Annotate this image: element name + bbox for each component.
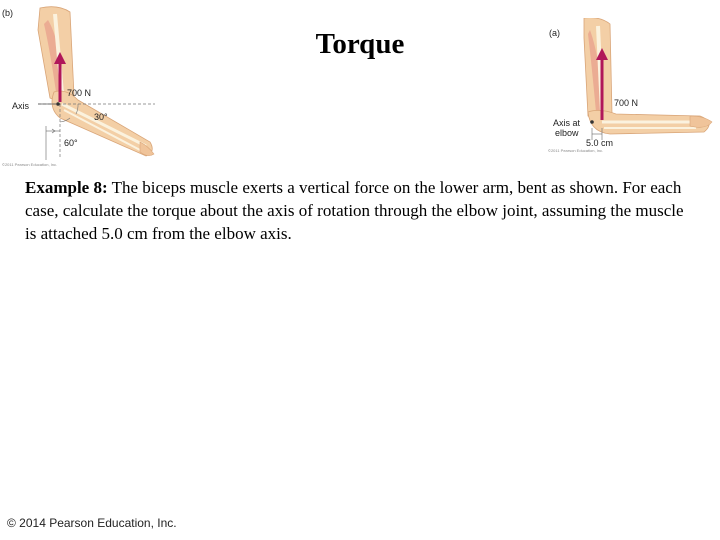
copyright-notice: © 2014 Pearson Education, Inc. — [7, 516, 177, 530]
example-label: Example 8: — [25, 178, 108, 197]
force-label-b: 700 N — [67, 88, 92, 98]
figure-arm-angled — [0, 0, 175, 168]
credit-a: ©2011 Pearson Education, Inc. — [548, 148, 604, 153]
example-problem — [25, 176, 685, 245]
panel-label-b: (b) — [2, 8, 13, 18]
distance-label: 5.0 cm — [586, 138, 614, 148]
example-text: The biceps muscle exerts a vertical force on the lower arm, bent as shown. For each case, calculate the torque about the axis of rotation through the elbow joint, assuming the muscle is attached 5.0 cm from the elbow axis. — [25, 178, 684, 243]
axis-label-a-line1: Axis at — [553, 118, 581, 128]
angle-60-label: 60° — [64, 138, 78, 148]
axis-label-a-line2: elbow — [555, 128, 579, 138]
force-label-a: 700 N — [614, 98, 639, 108]
credit-b: ©2011 Pearson Education, Inc. — [2, 162, 58, 167]
slide-title: Torque — [315, 28, 405, 60]
figure-arm-horizontal — [540, 18, 720, 158]
angle-30-label: 30° — [94, 112, 108, 122]
axis-label-b: Axis — [12, 101, 30, 111]
panel-label-a: (a) — [549, 28, 560, 38]
arm-angled-illustration — [0, 0, 175, 168]
